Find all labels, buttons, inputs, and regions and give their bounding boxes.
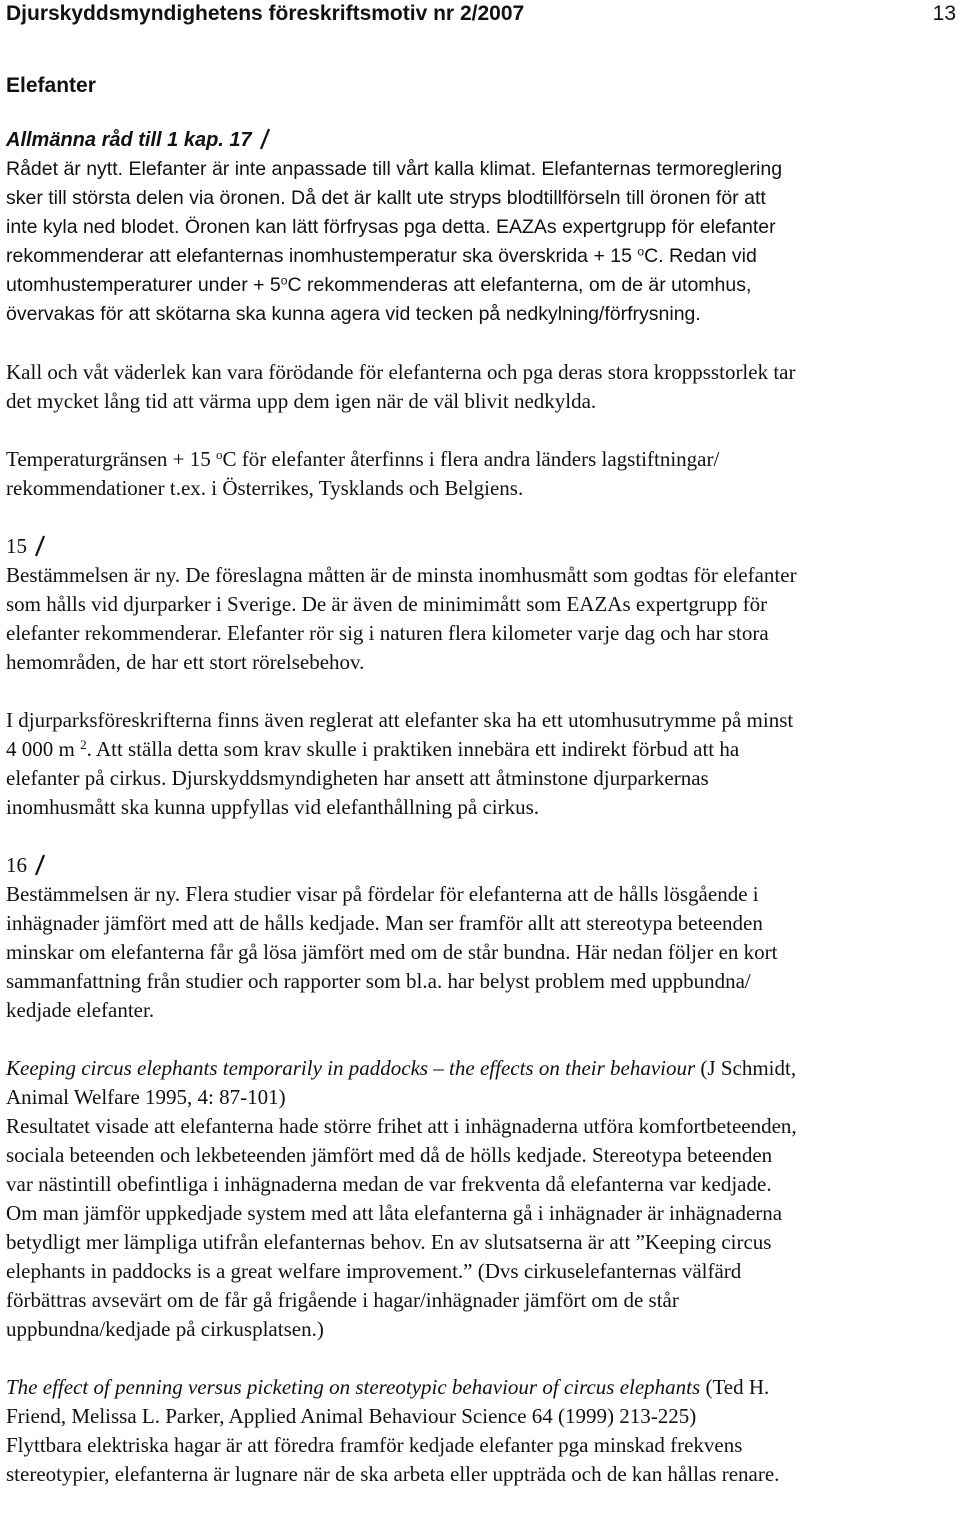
text-line: 4 000 m $^2$. Att ställa detta som krav skulle i praktiken innebära ett indirekt förbud att ha <box>6 736 740 761</box>
section-15 <box>6 532 958 677</box>
section-title: Elefanter <box>6 74 96 97</box>
reference-citation: The effect of penning versus picketing on stereotypic behaviour of circus elephants (Ted H. <box>6 1375 770 1399</box>
text-line: Bestämmelsen är ny. Flera studier visar på fördelar för elefanterna att de hålls lösgående i <box>6 882 759 906</box>
text-line: inomhusmått ska kunna uppfyllas vid elefanthållning på cirkus. <box>6 795 540 819</box>
document-title: Djurskyddsmyndighetens föreskriftsmotiv nr 2/2007 <box>6 2 525 25</box>
text-line: uppbundna/kedjade på cirkusplatsen.) <box>6 1317 324 1341</box>
section-sign-icon <box>260 127 270 151</box>
section-15-heading: 15 <box>6 532 958 561</box>
text-line: Temperaturgränsen + 15 $^o$C för elefanter återfinns i flera andra länders lagstiftningar/ <box>6 446 720 471</box>
text-line: minskar om elefanterna får gå lösa jämfört med om de står bundna. Här nedan följer en kort <box>6 940 778 964</box>
temperature-limit-paragraph <box>6 445 958 503</box>
section-16 <box>6 851 958 1025</box>
text-line: det mycket lång tid att värma upp dem igen när de väl blivit nedkylda. <box>6 389 597 413</box>
advice-line: Rådet är nytt. Elefanter är inte anpassade till vårt kalla klimat. Elefanternas termoreglering <box>6 158 783 180</box>
text-line: Bestämmelsen är ny. De föreslagna måtten är de minsta inomhusmått som godtas för elefanter <box>6 563 797 587</box>
text-line: som hålls vid djurparker i Sverige. De är även de minimimått som EAZAs expertgrupp för <box>6 592 768 616</box>
text-line: elephants in paddocks is a great welfare improvement.” (Dvs cirkuselefanternas välfärd <box>6 1259 742 1283</box>
reference-friend-parker <box>6 1373 958 1489</box>
page-header <box>6 2 956 26</box>
document-body <box>6 126 958 1518</box>
advice-line: inte kyla ned blodet. Öronen kan lätt förfrysas pga detta. EAZAs expertgrupp för elefanter <box>6 216 776 238</box>
section-sign-icon <box>35 534 45 558</box>
text-line: kedjade elefanter. <box>6 998 155 1022</box>
reference-citation: Friend, Melissa L. Parker, Applied Animal Behaviour Science 64 (1999) 213-225) <box>6 1404 697 1428</box>
text-line: hemområden, de har ett stort rörelsebehov. <box>6 650 365 674</box>
text-line: Kall och våt väderlek kan vara förödande för elefanterna och pga deras stora kroppsstorlek tar <box>6 360 796 384</box>
weather-paragraph <box>6 358 958 416</box>
reference-citation: Keeping circus elephants temporarily in paddocks – the effects on their behaviour (J Schmidt, <box>6 1056 797 1080</box>
text-line: I djurparksföreskrifterna finns även reglerat att elefanter ska ha ett utomhusutrymme på minst <box>6 708 794 732</box>
text-line: inhägnader jämfört med att de hålls kedjade. Man ser framför allt att stereotypa beteenden <box>6 911 763 935</box>
general-advice-paragraph <box>6 126 958 329</box>
text-line: betydligt mer lämpliga utifrån elefanternas behov. En av slutsatserna är att ”Keeping circus <box>6 1230 772 1254</box>
advice-line: sker till största delen via öronen. Då det är kallt ute stryps blodtillförseln till öronen för att <box>6 187 766 209</box>
text-line: förbättras avsevärt om de får gå frigående i hagar/inhägnader jämfört om de står <box>6 1288 679 1312</box>
text-line: sociala beteenden och lekbeteenden jämfört med då de hölls kedjade. Stereotypa beteenden <box>6 1143 773 1167</box>
advice-line: övervakas för att skötarna ska kunna agera vid tecken på nedkylning/förfrysning. <box>6 303 701 325</box>
text-line: Flyttbara elektriska hagar är att föredra framför kedjade elefanter pga minskad frekvens <box>6 1433 743 1457</box>
section-sign-icon <box>35 853 45 877</box>
text-line: var nästintill obefintliga i inhägnaderna medan de var frekventa då elefanterna var kedjade. <box>6 1172 772 1196</box>
text-line: elefanter på cirkus. Djurskyddsmyndigheten har ansett att åtminstone djurparkernas <box>6 766 709 790</box>
reference-citation: Animal Welfare 1995, 4: 87-101) <box>6 1085 286 1109</box>
text-line: Resultatet visade att elefanterna hade större frihet att i inhägnaderna utföra komfortbeteenden, <box>6 1114 797 1138</box>
text-line: elefanter rekommenderar. Elefanter rör sig i naturen flera kilometer varje dag och har stora <box>6 621 769 645</box>
text-line: stereotypier, elefanterna är lugnare när de ska arbeta eller uppträda och de kan hållas renare. <box>6 1462 780 1486</box>
advice-line: utomhustemperaturer under + $5^oC$ rekommenderas att elefanterna, om de är utomhus, <box>6 273 752 296</box>
page-number: 13 <box>932 2 956 25</box>
text-line: sammanfattning från studier och rapporter som bl.a. har belyst problem med uppbundna/ <box>6 969 751 993</box>
text-line: Om man jämför uppkedjade system med att låta elefanterna gå i inhägnader är inhägnaderna <box>6 1201 783 1225</box>
text-line: rekommendationer t.ex. i Österrikes, Tysklands och Belgiens. <box>6 476 524 500</box>
section-16-heading: 16 <box>6 851 958 880</box>
advice-heading: Allmänna råd till 1 kap. 17 <box>6 126 958 155</box>
advice-line: rekommenderar att elefanternas inomhustemperatur ska överskrida + 15 $^o$C. Redan vid <box>6 244 757 267</box>
outdoor-space-paragraph <box>6 706 958 822</box>
reference-schmidt <box>6 1054 958 1344</box>
